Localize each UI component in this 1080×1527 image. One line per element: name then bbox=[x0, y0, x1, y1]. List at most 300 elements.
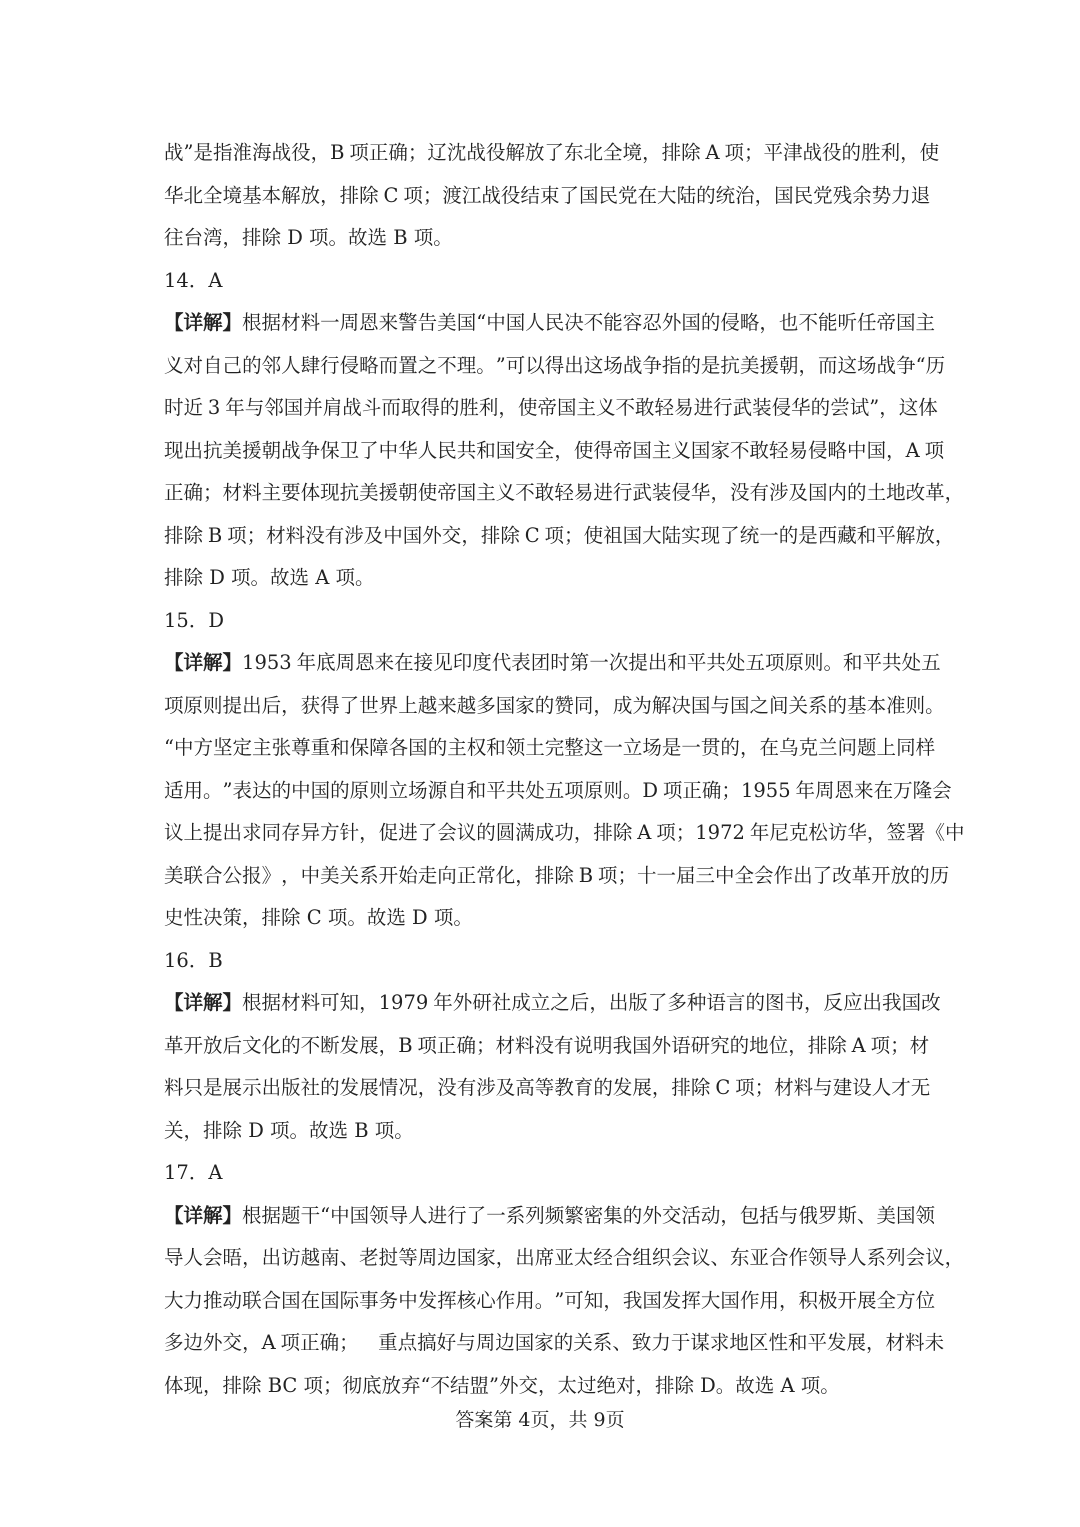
explanation-line bbox=[164, 685, 945, 728]
glyph: 挥 bbox=[681, 1288, 701, 1312]
glyph: 帝 bbox=[612, 438, 633, 462]
glyph: 积 bbox=[798, 1288, 818, 1312]
glyph: 国 bbox=[402, 523, 423, 547]
glyph: 场 bbox=[642, 736, 662, 759]
glyph: 方 bbox=[193, 736, 214, 759]
glyph: 出 bbox=[608, 991, 629, 1014]
glyph: 解 bbox=[651, 693, 672, 717]
glyph: 略 bbox=[827, 438, 848, 462]
glyph: B bbox=[398, 1033, 413, 1057]
glyph: 的 bbox=[910, 863, 930, 887]
glyph: 印 bbox=[452, 651, 473, 674]
glyph: 排 bbox=[164, 523, 184, 547]
glyph: 一 bbox=[320, 311, 340, 334]
glyph: 同 bbox=[573, 693, 594, 717]
glyph: 得 bbox=[420, 396, 440, 419]
glyph: 展 bbox=[359, 1033, 379, 1057]
glyph: 国 bbox=[632, 438, 652, 462]
glyph: 年 bbox=[433, 991, 453, 1014]
glyph: 也 bbox=[778, 311, 799, 334]
glyph: 来 bbox=[854, 778, 874, 802]
glyph: 国 bbox=[774, 183, 794, 207]
glyph: 展 bbox=[632, 1076, 652, 1099]
glyph: 的 bbox=[427, 736, 448, 759]
glyph: 外 bbox=[203, 1331, 223, 1354]
glyph: 是 bbox=[700, 353, 721, 377]
glyph: 津 bbox=[783, 141, 803, 164]
glyph: 用 bbox=[759, 1288, 779, 1312]
glyph: 和 bbox=[486, 736, 506, 759]
glyph: 淮 bbox=[232, 141, 253, 164]
glyph: 了 bbox=[339, 693, 360, 717]
glyph: 主 bbox=[252, 736, 272, 759]
glyph: 我 bbox=[622, 1288, 643, 1312]
glyph: 正 bbox=[456, 863, 477, 887]
glyph: 江 bbox=[461, 183, 482, 207]
glyph: 一 bbox=[486, 1203, 506, 1227]
glyph: 多 bbox=[476, 693, 496, 717]
glyph: 会 bbox=[671, 1246, 691, 1269]
line-text: 关，排除 D 项。故选 B 项。 bbox=[164, 1118, 414, 1142]
glyph: 位 bbox=[915, 1288, 936, 1312]
glyph: 表 bbox=[232, 778, 253, 802]
glyph: 根 bbox=[242, 311, 262, 334]
glyph: 听 bbox=[837, 311, 857, 334]
glyph: 发 bbox=[612, 1076, 633, 1099]
glyph: 来 bbox=[378, 311, 399, 334]
glyph: 有 bbox=[456, 1076, 477, 1099]
glyph: A bbox=[637, 821, 652, 844]
glyph: C bbox=[383, 183, 399, 207]
glyph: 战 bbox=[876, 353, 897, 377]
glyph: 胜 bbox=[459, 396, 479, 419]
glyph: 料 bbox=[793, 1076, 814, 1099]
glyph: 了 bbox=[544, 141, 564, 164]
glyph: 交 bbox=[661, 1203, 682, 1227]
glyph: 能 bbox=[817, 311, 838, 334]
glyph: 大 bbox=[657, 183, 677, 207]
glyph: 而 bbox=[818, 353, 838, 377]
glyph: 放 bbox=[890, 863, 911, 887]
glyph: 结 bbox=[520, 183, 540, 207]
glyph: 武 bbox=[632, 481, 652, 504]
explanation-line bbox=[164, 387, 938, 430]
glyph: 及 bbox=[363, 523, 384, 547]
glyph: ， bbox=[778, 1288, 799, 1312]
glyph: 材 bbox=[266, 523, 286, 547]
glyph: 之 bbox=[417, 353, 438, 377]
glyph: 文 bbox=[242, 1033, 262, 1057]
answer-number: 14．A bbox=[164, 268, 223, 292]
glyph: 共 bbox=[882, 651, 902, 674]
glyph: 国 bbox=[281, 1288, 301, 1312]
glyph: 项 bbox=[280, 1331, 301, 1354]
glyph: 排 bbox=[339, 183, 360, 207]
glyph: 除 bbox=[359, 183, 379, 207]
glyph: 国 bbox=[349, 1203, 370, 1227]
glyph: 不 bbox=[437, 353, 457, 377]
glyph: 1 bbox=[242, 651, 255, 674]
glyph: 国 bbox=[495, 438, 516, 462]
glyph: 权 bbox=[466, 736, 487, 759]
glyph: 的 bbox=[553, 1331, 574, 1354]
glyph: 完 bbox=[544, 736, 565, 759]
glyph: 理 bbox=[456, 353, 477, 377]
glyph: 原 bbox=[583, 778, 604, 802]
glyph: 领 bbox=[505, 736, 526, 759]
glyph: 使 bbox=[919, 141, 940, 164]
glyph: 语 bbox=[671, 1033, 691, 1057]
glyph: 决 bbox=[671, 693, 691, 717]
glyph: 本 bbox=[261, 183, 282, 207]
glyph: 5 bbox=[266, 651, 280, 674]
glyph: 括 bbox=[759, 1203, 779, 1227]
glyph: 援 bbox=[378, 481, 399, 504]
glyph: 界 bbox=[378, 693, 399, 717]
glyph: 提 bbox=[222, 693, 243, 717]
glyph: 五 bbox=[921, 651, 941, 674]
glyph: ； bbox=[475, 1033, 496, 1057]
glyph: 了 bbox=[417, 821, 438, 844]
glyph: 抗 bbox=[203, 438, 223, 462]
glyph: 系 bbox=[505, 1203, 526, 1227]
glyph: 党 bbox=[813, 183, 833, 207]
glyph: 越 bbox=[300, 1246, 321, 1269]
glyph: 束 bbox=[539, 183, 560, 207]
glyph: 9 bbox=[391, 991, 404, 1014]
glyph: 及 bbox=[495, 1076, 516, 1099]
glyph: 与 bbox=[710, 693, 730, 717]
glyph: 开 bbox=[837, 1288, 858, 1312]
glyph: 兰 bbox=[818, 736, 838, 759]
glyph: ； bbox=[203, 481, 223, 504]
glyph: 设 bbox=[852, 1076, 872, 1099]
glyph: 排 bbox=[593, 821, 613, 844]
glyph: 见 bbox=[433, 651, 453, 674]
glyph: 后 bbox=[222, 1033, 243, 1057]
glyph: 与 bbox=[778, 1203, 799, 1227]
glyph: ， bbox=[603, 1288, 623, 1312]
glyph: 不 bbox=[515, 481, 535, 504]
glyph: 整 bbox=[564, 736, 584, 759]
glyph: 原 bbox=[183, 693, 204, 717]
glyph: 在 bbox=[759, 736, 779, 759]
glyph: 书 bbox=[784, 991, 804, 1014]
glyph: 邻 bbox=[261, 353, 282, 377]
glyph: ， bbox=[720, 1203, 740, 1227]
glyph: ， bbox=[417, 1076, 438, 1099]
glyph: 国 bbox=[622, 523, 643, 547]
glyph: 常 bbox=[476, 863, 496, 887]
glyph: 没 bbox=[729, 481, 750, 504]
glyph: 1 bbox=[378, 991, 392, 1014]
glyph: 排 bbox=[671, 1076, 691, 1099]
glyph: ， bbox=[754, 183, 775, 207]
glyph: 样 bbox=[915, 736, 936, 759]
glyph: 根 bbox=[242, 1203, 262, 1227]
glyph: ， bbox=[944, 1246, 965, 1269]
glyph: 求 bbox=[709, 1331, 730, 1354]
glyph: 、 bbox=[339, 1246, 360, 1269]
glyph: 材 bbox=[222, 481, 243, 504]
glyph: 语 bbox=[706, 991, 726, 1014]
glyph: 在 bbox=[873, 778, 894, 802]
glyph: 安 bbox=[515, 438, 535, 462]
glyph: 年 bbox=[795, 778, 816, 802]
glyph: 使 bbox=[583, 523, 604, 547]
glyph: ； bbox=[617, 863, 637, 887]
glyph: 有 bbox=[324, 523, 345, 547]
glyph: 的 bbox=[810, 396, 831, 419]
glyph: 排 bbox=[480, 523, 501, 547]
glyph: 来 bbox=[437, 693, 457, 717]
glyph: 际 bbox=[339, 1288, 360, 1312]
glyph: 开 bbox=[378, 863, 399, 887]
glyph: 周 bbox=[417, 1246, 438, 1269]
glyph: 太 bbox=[573, 1246, 594, 1269]
line-text: 史性决策，排除 C 项。故选 D 项。 bbox=[164, 906, 473, 929]
glyph: 密 bbox=[583, 1203, 604, 1227]
glyph: ， bbox=[495, 1246, 516, 1269]
glyph: 干 bbox=[300, 1203, 321, 1227]
glyph: 同 bbox=[896, 736, 916, 759]
glyph: 了 bbox=[466, 1203, 487, 1227]
glyph: 合 bbox=[203, 863, 223, 887]
glyph: 实 bbox=[681, 523, 701, 547]
glyph: 上 bbox=[398, 693, 418, 717]
glyph: 尊 bbox=[291, 736, 311, 759]
glyph: 立 bbox=[530, 991, 551, 1014]
glyph: 除 bbox=[554, 863, 574, 887]
glyph: 主 bbox=[261, 481, 282, 504]
glyph: 中 bbox=[847, 438, 867, 462]
glyph: 家 bbox=[515, 693, 535, 717]
glyph: 保 bbox=[349, 736, 370, 759]
glyph: 地 bbox=[749, 1033, 769, 1057]
glyph: 沈 bbox=[446, 141, 467, 164]
glyph: 项 bbox=[924, 438, 945, 462]
glyph: 主 bbox=[651, 438, 672, 462]
glyph: 动 bbox=[700, 1203, 721, 1227]
glyph: 能 bbox=[603, 311, 623, 334]
glyph: 党 bbox=[618, 183, 638, 207]
explanation-line bbox=[164, 302, 936, 345]
glyph: 进 bbox=[593, 481, 613, 504]
glyph: 国 bbox=[578, 183, 599, 207]
glyph: 9 bbox=[254, 651, 267, 674]
explanation-line bbox=[164, 557, 918, 600]
glyph: 乌 bbox=[778, 736, 799, 759]
glyph: 侵 bbox=[671, 481, 691, 504]
glyph: 开 bbox=[183, 1033, 204, 1057]
glyph: 万 bbox=[893, 778, 913, 802]
glyph: 国 bbox=[283, 396, 304, 419]
glyph: 陆 bbox=[661, 523, 682, 547]
glyph: 席 bbox=[534, 1246, 555, 1269]
glyph: 研 bbox=[472, 991, 492, 1014]
glyph: 成 bbox=[511, 991, 531, 1014]
glyph: 争 bbox=[896, 353, 916, 377]
glyph: 斯 bbox=[837, 1203, 857, 1227]
glyph: 的 bbox=[281, 1033, 301, 1057]
glyph: 国 bbox=[720, 1288, 740, 1312]
glyph: 研 bbox=[690, 1033, 711, 1057]
glyph: 华 bbox=[398, 438, 418, 462]
glyph: 战 bbox=[342, 396, 362, 419]
glyph: 集 bbox=[603, 1203, 623, 1227]
glyph: 材 bbox=[909, 1033, 930, 1057]
glyph: 区 bbox=[748, 1331, 769, 1354]
glyph: 国 bbox=[408, 736, 428, 759]
glyph: 藏 bbox=[837, 523, 857, 547]
glyph: 立 bbox=[388, 778, 409, 802]
glyph: 改 bbox=[921, 991, 941, 1014]
glyph: 恩 bbox=[359, 311, 379, 334]
glyph: 报 bbox=[242, 863, 262, 887]
glyph: 战 bbox=[281, 438, 301, 462]
glyph: 可 bbox=[320, 991, 340, 1014]
glyph: 国 bbox=[456, 311, 477, 334]
glyph: 合 bbox=[261, 1288, 282, 1312]
glyph: 会 bbox=[905, 1246, 926, 1269]
glyph: 基 bbox=[242, 183, 262, 207]
glyph: 役 bbox=[291, 141, 311, 164]
glyph: ， bbox=[242, 1246, 262, 1269]
glyph: 敢 bbox=[749, 438, 769, 462]
glyph: 革 bbox=[925, 481, 945, 504]
glyph: 场 bbox=[857, 353, 877, 377]
glyph: 重 bbox=[310, 736, 331, 759]
glyph: ” bbox=[222, 778, 233, 802]
glyph: 题 bbox=[281, 1203, 301, 1227]
glyph: 繁 bbox=[564, 1203, 584, 1227]
glyph: 改 bbox=[832, 863, 852, 887]
explanation-line bbox=[164, 472, 965, 515]
glyph: 3 bbox=[279, 651, 292, 674]
glyph: 美 bbox=[320, 863, 340, 887]
glyph: 的 bbox=[700, 311, 721, 334]
glyph: 作 bbox=[739, 1288, 760, 1312]
glyph: 始 bbox=[398, 863, 418, 887]
glyph: 场 bbox=[603, 353, 623, 377]
glyph: 与 bbox=[244, 396, 265, 419]
glyph: ， bbox=[281, 863, 301, 887]
glyph: 体 bbox=[300, 481, 321, 504]
glyph: 联 bbox=[183, 863, 204, 887]
glyph: 张 bbox=[271, 736, 292, 759]
glyph: 获 bbox=[300, 693, 321, 717]
glyph: 访 bbox=[281, 1246, 301, 1269]
glyph: 性 bbox=[768, 1331, 788, 1354]
glyph: 和 bbox=[476, 438, 496, 462]
glyph: 同 bbox=[261, 821, 282, 844]
glyph: 解 bbox=[505, 141, 525, 164]
glyph: 朝 bbox=[261, 438, 282, 462]
glyph: “ bbox=[915, 353, 926, 377]
glyph: “ bbox=[476, 311, 487, 334]
glyph: 议 bbox=[164, 821, 184, 844]
glyph: 展 bbox=[359, 1076, 379, 1099]
glyph: ， bbox=[788, 1033, 808, 1057]
glyph: 基 bbox=[847, 693, 867, 717]
glyph: 极 bbox=[818, 1288, 838, 1312]
glyph: 社 bbox=[300, 1076, 321, 1099]
glyph: 则 bbox=[369, 778, 389, 802]
glyph: ； bbox=[754, 1076, 775, 1099]
glyph: 指 bbox=[213, 141, 233, 164]
glyph: 社 bbox=[491, 991, 512, 1014]
glyph: 肆 bbox=[300, 353, 321, 377]
glyph: 美 bbox=[222, 438, 243, 462]
glyph: 国 bbox=[896, 311, 916, 334]
glyph: 历 bbox=[929, 863, 950, 887]
glyph: 只 bbox=[183, 1076, 204, 1099]
answer-number: 16．B bbox=[164, 948, 223, 972]
glyph: 。 bbox=[823, 651, 844, 674]
glyph: B bbox=[578, 863, 594, 887]
glyph: 和 bbox=[667, 651, 687, 674]
glyph: 排 bbox=[534, 863, 555, 887]
glyph: 列 bbox=[525, 1203, 545, 1227]
glyph: 则 bbox=[603, 778, 623, 802]
glyph: 俄 bbox=[798, 1203, 818, 1227]
glyph: 团 bbox=[530, 651, 551, 674]
glyph: 华 bbox=[847, 821, 867, 844]
glyph: ， bbox=[900, 141, 920, 164]
glyph: 平 bbox=[862, 651, 883, 674]
glyph: 领 bbox=[808, 1246, 828, 1269]
glyph: 解 bbox=[281, 183, 301, 207]
glyph: 警 bbox=[398, 311, 418, 334]
glyph: 、 bbox=[612, 1331, 632, 1354]
glyph: 上 bbox=[183, 821, 204, 844]
glyph: 利 bbox=[880, 141, 901, 164]
glyph: 可 bbox=[564, 1288, 584, 1312]
glyph: 织 bbox=[651, 1246, 672, 1269]
glyph: 斗 bbox=[361, 396, 382, 419]
glyph: 克 bbox=[788, 821, 809, 844]
glyph: 项 bbox=[544, 523, 565, 547]
glyph: 邻 bbox=[264, 396, 284, 419]
glyph: 土 bbox=[866, 481, 887, 504]
glyph: ； bbox=[743, 141, 764, 164]
glyph: 材 bbox=[281, 311, 301, 334]
glyph: 的 bbox=[330, 778, 350, 802]
glyph: 图 bbox=[764, 991, 785, 1014]
glyph: 力 bbox=[651, 1331, 671, 1354]
glyph: 使 bbox=[517, 396, 538, 419]
glyph: 项 bbox=[870, 1033, 891, 1057]
glyph: 革 bbox=[164, 1033, 184, 1057]
explanation-line bbox=[164, 812, 965, 855]
glyph: 在 bbox=[637, 183, 658, 207]
glyph: 的 bbox=[847, 481, 867, 504]
glyph: 退 bbox=[910, 183, 931, 207]
glyph: 行 bbox=[447, 1203, 467, 1227]
glyph: 5 bbox=[778, 778, 791, 802]
glyph: 障 bbox=[369, 736, 389, 759]
glyph: 抗 bbox=[339, 481, 360, 504]
glyph: ， bbox=[593, 693, 613, 717]
glyph: 改 bbox=[905, 481, 926, 504]
glyph: 中 bbox=[173, 736, 194, 759]
glyph: 国 bbox=[514, 1331, 535, 1354]
glyph: 家 bbox=[476, 1246, 496, 1269]
glyph: 2 bbox=[732, 821, 745, 844]
glyph: 外 bbox=[642, 1203, 662, 1227]
glyph: 主 bbox=[576, 396, 596, 419]
glyph: 合 bbox=[612, 1246, 633, 1269]
